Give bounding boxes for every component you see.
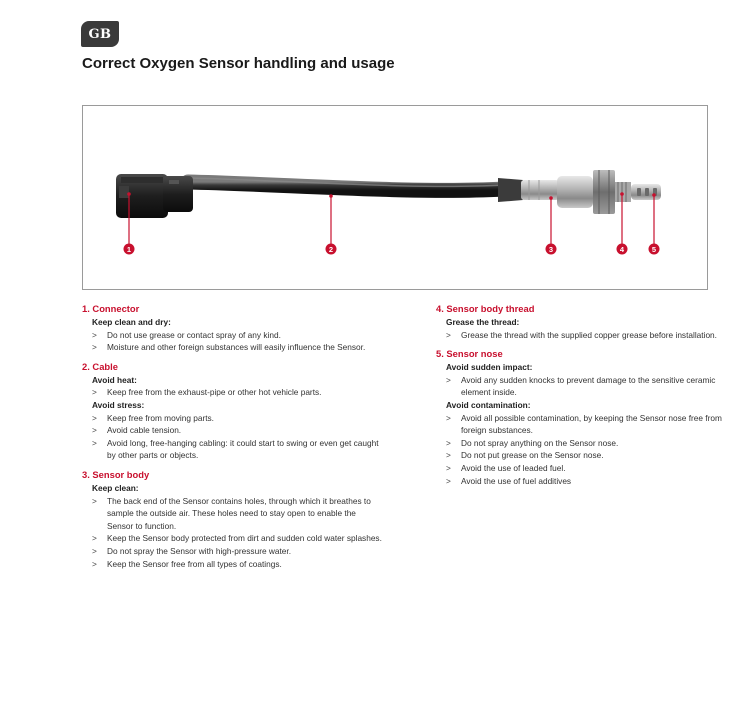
bullet-arrow-icon: >: [92, 387, 97, 398]
bullet-arrow-icon: >: [92, 533, 97, 544]
list-item-text: Keep free from the exhaust-pipe or other hot vehicle parts.: [107, 387, 322, 398]
bullet-arrow-icon: >: [92, 437, 97, 448]
bullet-arrow-icon: >: [446, 329, 451, 340]
list-item: [436, 374, 726, 399]
bullet-arrow-icon: >: [92, 412, 97, 423]
sensor-sleeve-shape: [521, 180, 559, 200]
group-heading: Keep clean:: [92, 482, 139, 493]
thread-shape: [615, 182, 631, 202]
group-heading: Avoid sudden impact:: [446, 362, 533, 373]
group-heading: Keep clean and dry:: [92, 317, 171, 327]
section-title: 3. Sensor body: [82, 468, 150, 480]
list-item: [82, 424, 382, 437]
section-1: [82, 302, 382, 354]
page-title: Correct Oxygen Sensor handling and usage: [82, 55, 395, 72]
marker-1-label: 1: [126, 245, 132, 254]
marker-5: [649, 244, 660, 255]
list-item: [436, 449, 726, 462]
connector-shape: [116, 174, 193, 218]
group-heading: Avoid heat:: [92, 374, 137, 385]
section-2: [82, 360, 382, 462]
section-title: 2. Cable: [82, 360, 118, 372]
section-4: [436, 302, 726, 341]
list-item: [436, 329, 726, 342]
oxygen-sensor-illustration: [83, 106, 707, 289]
bullet-arrow-icon: >: [446, 475, 451, 486]
bullet-arrow-icon: >: [92, 558, 97, 569]
marker-4: [617, 244, 628, 255]
left-column: [82, 302, 382, 576]
group-heading: Avoid contamination:: [446, 399, 531, 410]
bullet-arrow-icon: >: [446, 374, 451, 385]
list-item: [82, 532, 382, 545]
bullet-arrow-icon: >: [92, 329, 97, 340]
right-column: [436, 302, 726, 493]
list-item: [436, 437, 726, 450]
list-item-text: Moisture and other foreign substances will easily influence the Sensor.: [107, 342, 366, 353]
sensor-nose-shape: [631, 184, 661, 200]
list-item-text: Do not use grease or contact spray of any kind.: [107, 329, 281, 340]
marker-3-label: 3: [548, 245, 554, 254]
bullet-arrow-icon: >: [92, 545, 97, 556]
list-item: [436, 475, 726, 488]
list-item: [82, 495, 382, 533]
section-title: 4. Sensor body thread: [436, 303, 535, 314]
list-item: [82, 437, 382, 462]
list-item-text: Keep the Sensor body protected from dirt and sudden cold water splashes.: [107, 533, 382, 544]
list-item-text: Avoid any sudden knocks to prevent damage to the sensitive ceramic element inside.: [461, 374, 716, 398]
list-item: [82, 545, 382, 558]
bullet-arrow-icon: >: [92, 342, 97, 353]
bullet-arrow-icon: >: [446, 437, 451, 448]
list-item-text: Keep the Sensor free from all types of coatings.: [107, 558, 282, 569]
list-item-text: Do not spray anything on the Sensor nose.: [461, 437, 619, 448]
list-item: [82, 386, 382, 399]
list-item: [82, 558, 382, 571]
list-item-text: Avoid the use of fuel additives: [461, 475, 572, 486]
sensor-body-shape: [557, 176, 593, 208]
list-item: [82, 341, 382, 354]
section-title: 5. Sensor nose: [436, 348, 503, 360]
list-item: [436, 412, 726, 437]
section-5: [436, 347, 726, 487]
group-heading: Grease the thread:: [446, 317, 520, 327]
list-item: [82, 329, 382, 342]
list-item-text: Avoid the use of leaded fuel.: [461, 462, 566, 473]
section-title: 1. Connector: [82, 303, 140, 314]
section-3: [82, 468, 382, 570]
marker-5-label: 5: [651, 245, 657, 254]
marker-2-label: 2: [328, 245, 334, 254]
bullet-arrow-icon: >: [446, 412, 451, 423]
marker-1: [124, 244, 135, 255]
list-item-text: Avoid all possible contamination, by keeping the Sensor nose free from foreign substances.: [461, 412, 722, 436]
list-item-text: Avoid long, free-hanging cabling: it could start to swing or even get caught by other parts or objects.: [107, 437, 379, 461]
marker-4-label: 4: [619, 245, 625, 254]
list-item-text: Grease the thread with the supplied copper grease before installation.: [461, 329, 717, 340]
list-item-text: Avoid cable tension.: [107, 425, 182, 436]
marker-2: [326, 244, 337, 255]
list-item-text: Do not spray the Sensor with high-pressure water.: [107, 545, 292, 556]
bullet-arrow-icon: >: [92, 495, 97, 506]
bullet-arrow-icon: >: [446, 462, 451, 473]
bullet-arrow-icon: >: [92, 425, 97, 436]
list-item-text: Keep free from moving parts.: [107, 412, 214, 423]
list-item: [82, 412, 382, 425]
language-badge: GB: [81, 21, 119, 47]
list-item: [436, 462, 726, 475]
list-item-text: The back end of the Sensor contains holes, through which it breathes to sample the outside air. These holes need to stay open to enable the Sensor to function.: [107, 495, 371, 531]
hex-nut-shape: [593, 170, 615, 214]
bullet-arrow-icon: >: [446, 450, 451, 461]
marker-3: [546, 244, 557, 255]
group-heading: Avoid stress:: [92, 399, 145, 410]
list-item-text: Do not put grease on the Sensor nose.: [461, 450, 604, 461]
sensor-diagram: [82, 105, 708, 290]
